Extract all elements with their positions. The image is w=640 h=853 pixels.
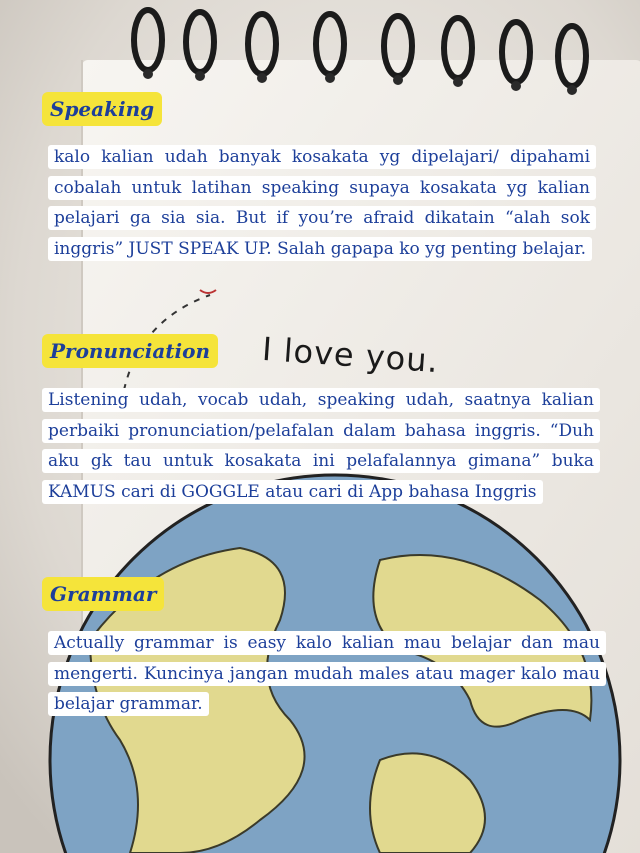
section-body-pronunciation [42,385,600,507]
section-heading-speaking: Speaking [42,92,162,126]
section-body-speaking [48,142,596,264]
notebook-handwriting: I love you. [260,329,440,381]
section-body-text: Actually grammar is easy kalo kalian mau belajar dan mau mengerti. Kuncinya jangan mudah males atau mager kalo mau belajar grammar. [48,631,606,716]
section-heading-grammar: Grammar [42,577,164,611]
section-body-text: kalo kalian udah banyak kosakata yg dipelajari/ dipahami cobalah untuk latihan speaking supaya kosakata yg kalian pelajari ga sia sia. But if you’re afraid dikatain “alah sok inggris” JUST SPEAK UP. Salah gapapa ko yg penting belajar. [48,145,596,261]
section-heading-pronunciation: Pronunciation [42,334,218,368]
section-body-text: Listening udah, vocab udah, speaking udah, saatnya kalian perbaiki pronunciation/pelafalan dalam bahasa inggris. “Duh aku gk tau untuk kosakata ini pelafalannya gimana” buka KAMUS cari di GOGGLE atau cari di App bahasa Inggris [42,388,600,504]
section-body-grammar [48,628,606,720]
